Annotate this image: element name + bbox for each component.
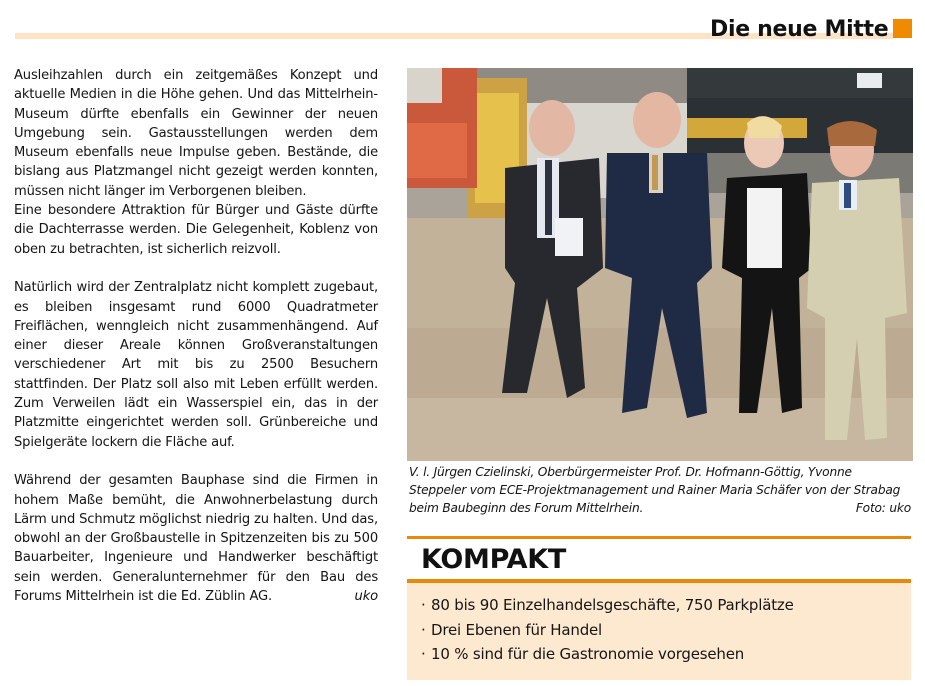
photo-caption bbox=[409, 463, 911, 518]
bullet-dot-icon: · bbox=[421, 645, 426, 663]
section-marker-square bbox=[893, 19, 912, 38]
kompakt-title: KOMPAKT bbox=[421, 544, 566, 575]
section-title: Die neue Mitte bbox=[710, 17, 889, 42]
photo-caption-text: V. l. Jürgen Czielinski, Oberbürgermeister Prof. Dr. Hofmann-Göttig, Yvonne Steppeler vom ECE-Projektmanagement und Rainer Maria Schäfer von der Strabag beim Baubeginn des Forum Mittelrhein. bbox=[409, 465, 901, 516]
article-paragraph: Natürlich wird der Zentralplatz nicht komplett zugebaut, es bleiben insgesamt rund 6000 Quadratmeter Freiflächen, wenngleich nicht zusammenhängend. Auf einer dieser Areale können Großveranstaltungen verschiedener Art mit bis zu 2500 Besuchern stattfinden. Der Platz soll also mit Leben erfüllt werden. Zum Verweilen lädt ein Wasserspiel ein, das in der Platzmitte eingerichtet werden soll. Grünbereiche und Spielgeräte lockern die Fläche auf. bbox=[14, 280, 378, 450]
kompakt-item-text: Drei Ebenen für Handel bbox=[431, 620, 603, 639]
kompakt-box bbox=[407, 536, 911, 680]
kompakt-list-item bbox=[421, 593, 911, 618]
article-paragraph: Ausleihzahlen durch ein zeitgemäßes Konzept und aktuelle Medien in die Höhe gehen. Und das Mittelrhein-Museum dürfte ebenfalls ein Gewinner der neuen Umgebung sein. Gastausstellungen werden dem Museum ebenfalls neue Impulse geben. Bestände, die bislang aus Platzmangel nicht gezeigt werden konnten, müssen nicht länger im Verborgenen bleiben. bbox=[14, 68, 378, 199]
article-paragraph-text: Während der gesamten Bauphase sind die Firmen in hohem Maße bemüht, die Anwohnerbelastung durch Lärm und Schmutz möglichst niedrig zu halten. Und das, obwohl an der Großbaustelle in Spitzenzeiten bis zu 500 Bauarbeiter, Ingenieure und Handwerker beschäftigt sein werden. Generalunternehmer für den Bau des Forums Mittelrhein ist die Ed. Züblin AG. bbox=[14, 473, 378, 605]
kompakt-list bbox=[407, 583, 911, 680]
kompakt-list-item bbox=[421, 618, 911, 643]
event-photo bbox=[407, 68, 913, 461]
bullet-dot-icon: · bbox=[421, 620, 426, 639]
author-signature: uko bbox=[354, 589, 378, 605]
kompakt-item-text: 10 % sind für die Gastronomie vorgesehen bbox=[431, 645, 745, 663]
kompakt-list-item bbox=[421, 642, 911, 667]
kompakt-top-rule bbox=[407, 536, 911, 539]
article-body bbox=[14, 66, 378, 606]
bullet-dot-icon: · bbox=[421, 596, 426, 614]
photo-credit: Foto: uko bbox=[855, 501, 911, 516]
kompakt-item-text: 80 bis 90 Einzelhandelsgeschäfte, 750 Parkplätze bbox=[431, 596, 794, 614]
article-paragraph bbox=[14, 471, 378, 606]
article-paragraph: Eine besondere Attraktion für Bürger und Gäste dürfte die Dachterrasse werden. Die Gelegenheit, Koblenz von oben zu betrachten, ist sicherlich reizvoll. bbox=[14, 203, 378, 257]
